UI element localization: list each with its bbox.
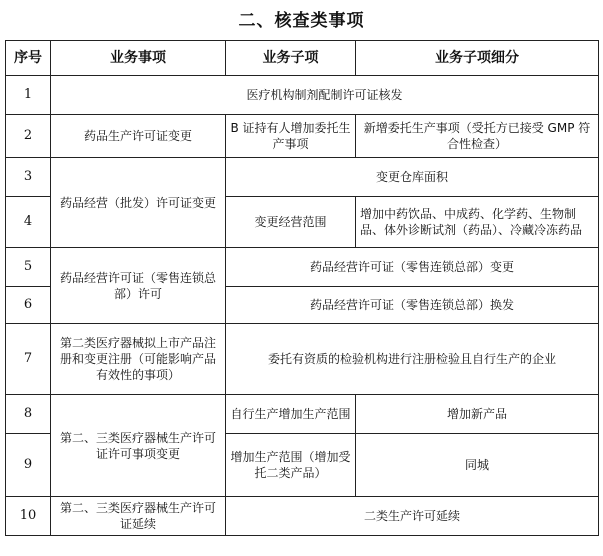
row-number: 5: [6, 248, 51, 287]
detail-cell: 新增委托生产事项（受托方已接受 GMP 符合性检查）: [356, 115, 599, 158]
merged-cell: 变更仓库面积: [226, 158, 599, 197]
merged-cell: 药品经营许可证（零售连锁总部）变更: [226, 248, 599, 287]
row-number: 9: [6, 434, 51, 497]
table-row: [6, 324, 599, 395]
header-sub-item-detail: 业务子项细分: [356, 41, 599, 76]
sub-item-cell: 增加生产范围（增加受托二类产品）: [226, 434, 356, 497]
header-sub-item: 业务子项: [226, 41, 356, 76]
business-item-cell: 药品经营许可证（零售连锁总部）许可: [51, 248, 226, 324]
table-row: [6, 395, 599, 434]
table-row: [6, 76, 599, 115]
header-business-item: 业务事项: [51, 41, 226, 76]
sub-item-cell: B 证持有人增加委托生产事项: [226, 115, 356, 158]
merged-cell: 医疗机构制剂配制许可证核发: [51, 76, 599, 115]
inspection-items-table: [5, 40, 599, 536]
row-number: 6: [6, 287, 51, 324]
page-title: 二、核查类事项: [238, 11, 365, 31]
business-item-cell: 药品生产许可证变更: [51, 115, 226, 158]
table-row: [6, 158, 599, 197]
business-item-cell: 第二、三类医疗器械生产许可证许可事项变更: [51, 395, 226, 497]
detail-cell: 同城: [356, 434, 599, 497]
row-number: 4: [6, 197, 51, 248]
row-number: 10: [6, 497, 51, 536]
merged-cell: 二类生产许可延续: [226, 497, 599, 536]
detail-cell: 增加中药饮品、中成药、化学药、生物制品、体外诊断试剂（药品）、冷藏冷冻药品: [356, 197, 599, 248]
table-row: [6, 497, 599, 536]
row-number: 7: [6, 324, 51, 395]
business-item-cell: 第二类医疗器械拟上市产品注册和变更注册（可能影响产品有效性的事项）: [51, 324, 226, 395]
sub-item-cell: 自行生产增加生产范围: [226, 395, 356, 434]
detail-cell: 增加新产品: [356, 395, 599, 434]
row-number: 2: [6, 115, 51, 158]
sub-item-cell: 变更经营范围: [226, 197, 356, 248]
business-item-cell: 药品经营（批发）许可证变更: [51, 158, 226, 248]
row-number: 8: [6, 395, 51, 434]
business-item-cell: 第二、三类医疗器械生产许可证延续: [51, 497, 226, 536]
header-serial: 序号: [6, 41, 51, 76]
table-header-row: [6, 41, 599, 76]
table-row: [6, 115, 599, 158]
table-row: [6, 248, 599, 287]
merged-cell: 药品经营许可证（零售连锁总部）换发: [226, 287, 599, 324]
row-number: 1: [6, 76, 51, 115]
row-number: 3: [6, 158, 51, 197]
merged-cell: 委托有资质的检验机构进行注册检验且自行生产的企业: [226, 324, 599, 395]
